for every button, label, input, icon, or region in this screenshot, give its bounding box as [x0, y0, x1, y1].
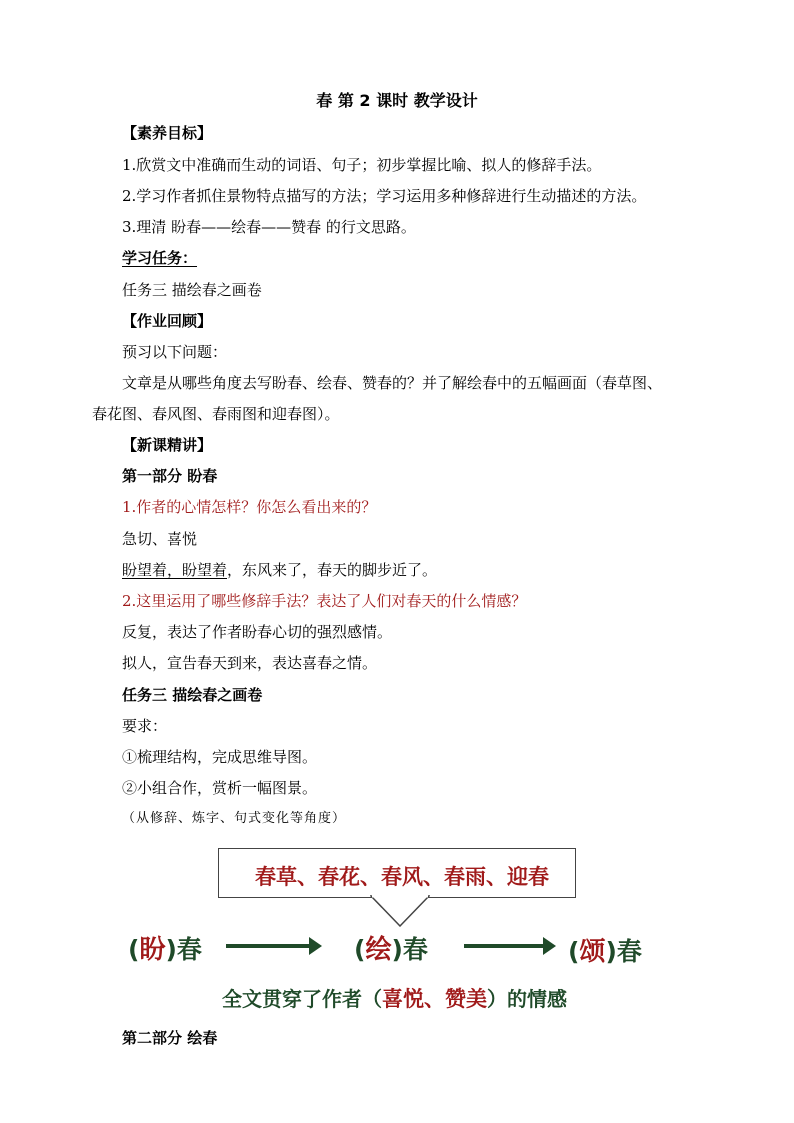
requirement-2: ②小组合作，赏析一幅图景。	[122, 779, 318, 797]
question-2: 2.这里运用了哪些修辞手法？表达了人们对春天的什么情感？	[122, 592, 527, 610]
task-item: 任务三 描绘春之画卷	[122, 281, 262, 299]
goal-item-2: 2.学习作者抓住景物特点描写的方法；学习运用多种修辞进行生动描述的方法。	[122, 187, 647, 205]
answer-1: 急切、喜悦	[122, 530, 198, 548]
node-hui-mark: 绘	[365, 935, 392, 965]
part2-title: 第二部分 绘春	[122, 1029, 218, 1047]
part1-title: 第一部分 盼春	[122, 467, 218, 485]
requirement-note: （从修辞、炼字、句式变化等角度）	[122, 811, 347, 826]
requirements-label: 要求：	[122, 717, 168, 735]
mind-map-diagram	[118, 845, 678, 1015]
question-1: 1.作者的心情怎样？你怎么看出来的？	[122, 498, 377, 516]
node-pan-chun: (盼)春	[128, 935, 202, 965]
requirement-1: ①梳理结构，完成思维导图。	[122, 748, 318, 766]
answer-2-line2: 拟人，宣告春天到来，表达喜春之情。	[122, 654, 378, 672]
answer-2-line1: 反复，表达了作者盼春心切的强烈感情。	[122, 623, 393, 641]
node-hui-word: 春	[402, 935, 428, 964]
task3-title: 任务三 描绘春之画卷	[122, 686, 263, 704]
diagram-summary	[222, 983, 567, 1013]
page-title: 春 第 2 课时 教学设计	[316, 91, 478, 110]
node-song-mark: 颂	[579, 937, 606, 967]
node-hui-chun: (绘)春	[354, 935, 428, 965]
quote-rest: ，东风来了，春天的脚步近了。	[227, 561, 438, 579]
lesson-heading: 【新课精讲】	[122, 436, 213, 454]
homework-question-line2: 春花图、春风图、春雨图和迎春图）。	[92, 405, 340, 423]
goals-heading: 【素养目标】	[122, 124, 213, 142]
summary-prefix: 全文贯穿了作者（	[222, 987, 382, 1011]
homework-question-line1: 文章是从哪些角度去写盼春、绘春、赞春的？并了解绘春中的五幅画面（春草图、	[122, 374, 663, 392]
callout-pointer	[370, 895, 430, 927]
node-song-word: 春	[616, 937, 642, 966]
topics-box	[218, 848, 576, 898]
quote-line	[122, 560, 437, 580]
tasks-heading: 学习任务：	[122, 249, 198, 267]
goal-item-1: 1.欣赏文中准确而生动的词语、句子；初步掌握比喻、拟人的修辞手法。	[122, 156, 602, 174]
summary-mark: 喜悦、赞美	[382, 987, 487, 1011]
summary-suffix: ）的情感	[487, 987, 567, 1011]
node-pan-word: 春	[176, 935, 202, 964]
topics-text: 春草、春花、春风、春雨、迎春	[255, 865, 549, 889]
node-song-chun: (颂)春	[568, 937, 642, 967]
arrow-right-icon	[226, 944, 310, 948]
node-pan-mark: 盼	[139, 935, 166, 965]
homework-heading: 【作业回顾】	[122, 312, 213, 330]
homework-intro: 预习以下问题：	[122, 343, 228, 361]
quote-underlined: 盼望着，盼望着	[122, 561, 228, 579]
arrow-right-icon	[464, 944, 544, 948]
goal-item-3: 3.理清 盼春——绘春——赞春 的行文思路。	[122, 218, 416, 236]
